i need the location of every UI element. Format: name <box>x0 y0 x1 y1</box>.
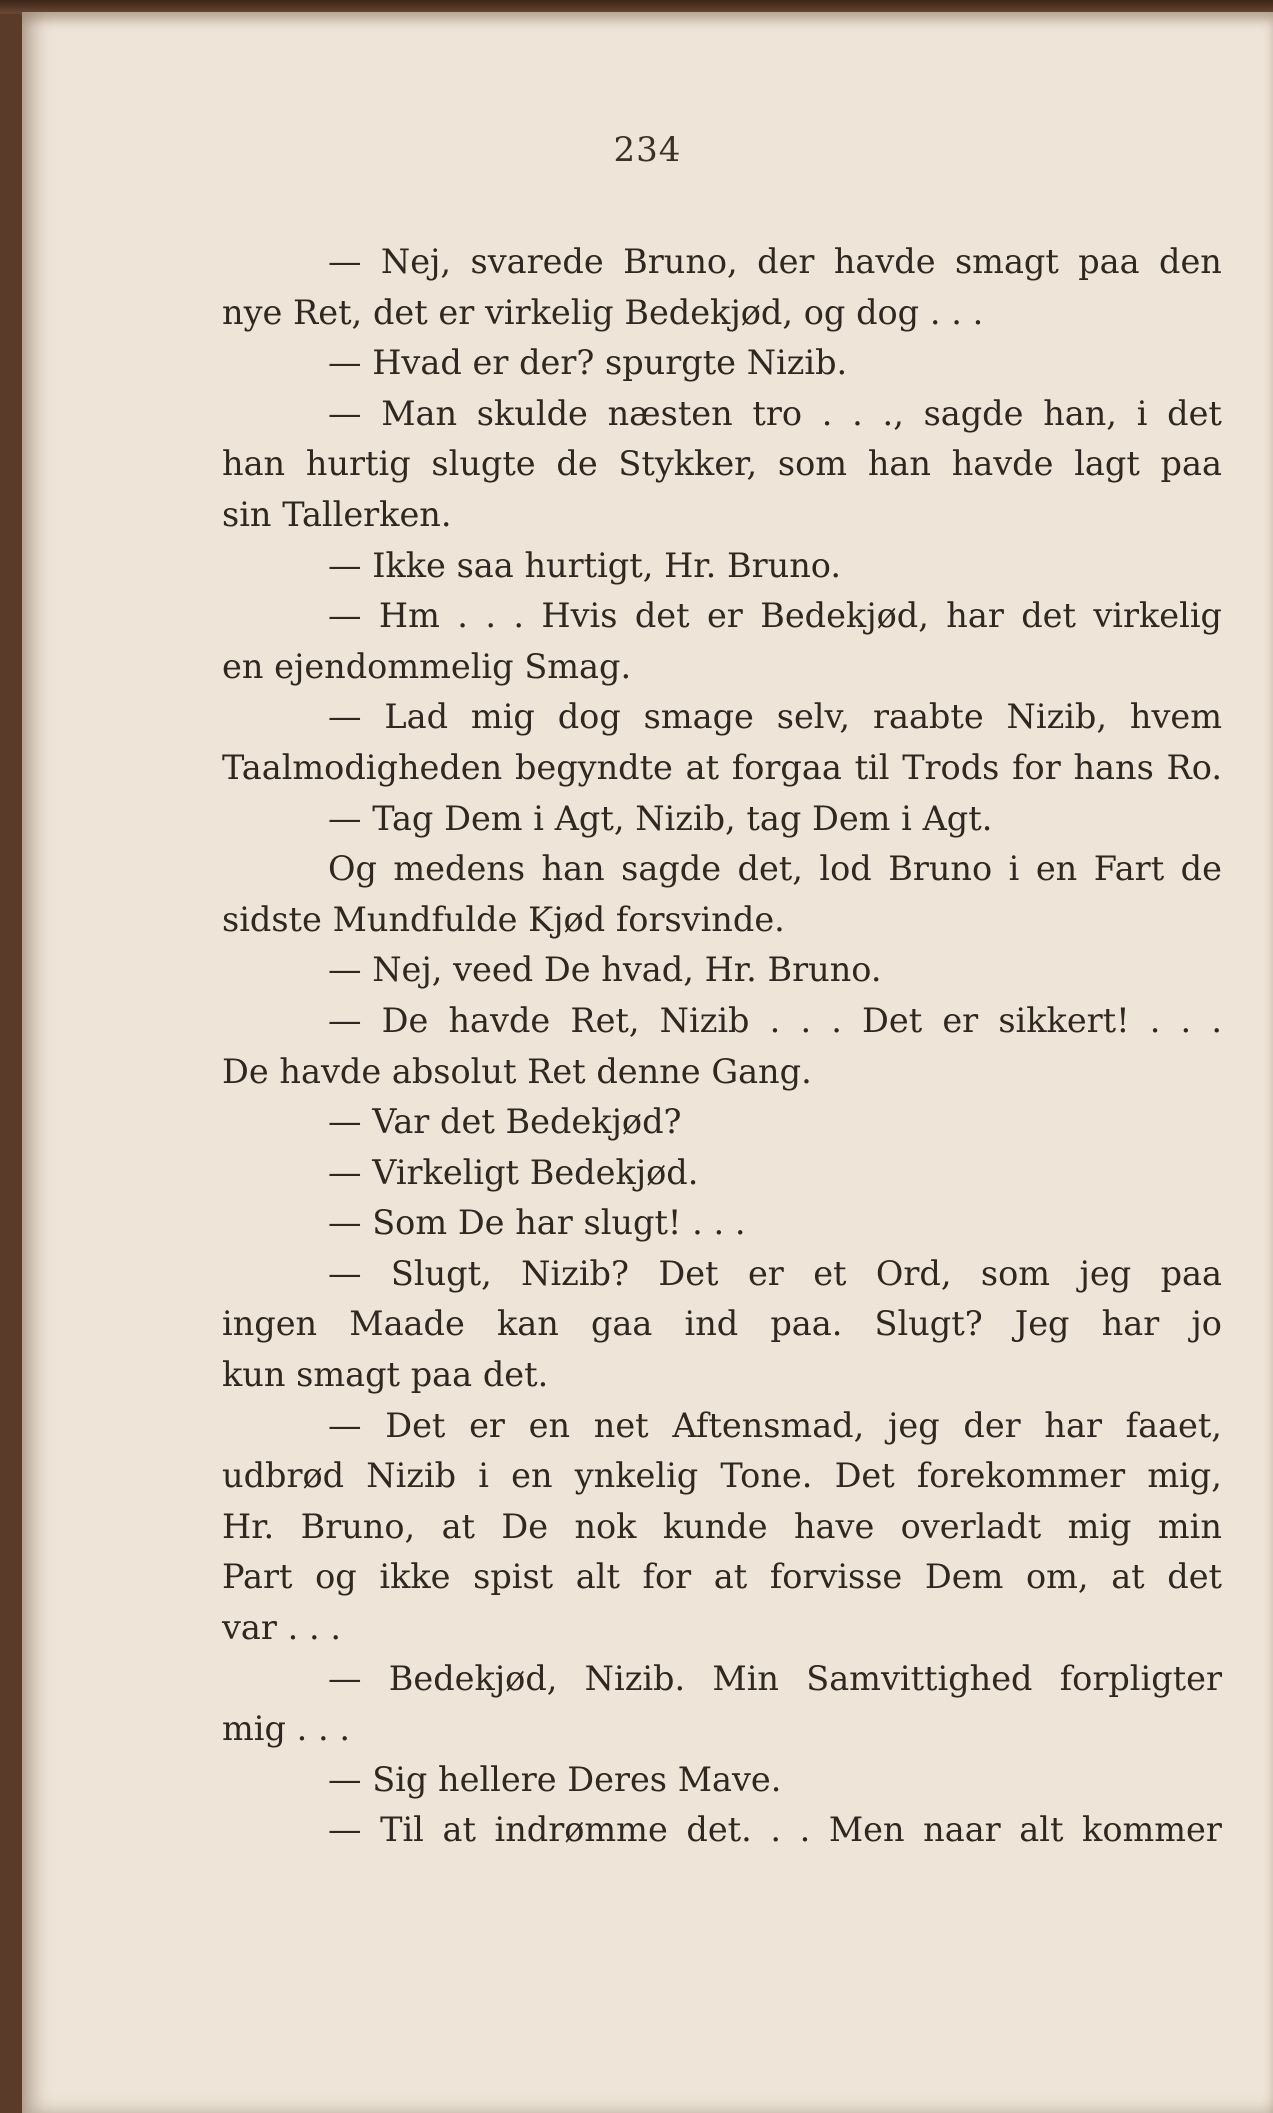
text-line: — De havde Ret, Nizib . . . Det er sikkert! . . . <box>328 1000 1222 1040</box>
text-line: Hr. Bruno, at De nok kunde have overladt mig min <box>222 1506 1222 1546</box>
text-line: han hurtig slugte de Stykker, som han havde lagt paa <box>222 444 1222 484</box>
text-line: — Var det Bedekjød? <box>328 1102 682 1142</box>
text-line: Part og ikke spist alt for at forvisse Dem om, at det <box>222 1557 1222 1597</box>
text-line: — Man skulde næsten tro . . ., sagde han, i det <box>328 393 1222 433</box>
text-line: sidste Mundfulde Kjød forsvinde. <box>222 899 785 939</box>
text-line: Og medens han sagde det, lod Bruno i en Fart de <box>328 849 1222 889</box>
text-line: ingen Maade kan gaa ind paa. Slugt? Jeg har jo <box>222 1304 1222 1344</box>
text-line: — Sig hellere Deres Mave. <box>328 1759 782 1799</box>
text-line: — Hm . . . Hvis det er Bedekjød, har det virkelig <box>328 596 1222 636</box>
text-line: — Til at indrømme det. . . Men naar alt kommer <box>328 1810 1222 1850</box>
text-line: sin Tallerken. <box>222 494 452 534</box>
book-page <box>22 12 1273 2113</box>
text-line: — Tag Dem i Agt, Nizib, tag Dem i Agt. <box>328 798 993 838</box>
text-line: De havde absolut Ret denne Gang. <box>222 1051 812 1091</box>
text-line: — Virkeligt Bedekjød. <box>328 1152 699 1192</box>
text-line: — Slugt, Nizib? Det er et Ord, som jeg paa <box>328 1253 1222 1293</box>
text-line: Taalmodigheden begyndte at forgaa til Trods for hans Ro. <box>222 747 1222 787</box>
text-line: — Lad mig dog smage selv, raabte Nizib, hvem <box>328 697 1222 737</box>
text-line: — Bedekjød, Nizib. Min Samvittighed forpligter <box>328 1658 1222 1698</box>
body-text <box>222 237 1222 1856</box>
text-line: mig . . . <box>222 1709 351 1749</box>
text-line: en ejendommelig Smag. <box>222 646 632 686</box>
text-line: — Nej, veed De hvad, Hr. Bruno. <box>328 950 882 990</box>
text-line: — Ikke saa hurtigt, Hr. Bruno. <box>328 545 842 585</box>
text-line: — Som De har slugt! . . . <box>328 1203 746 1243</box>
text-line: var . . . <box>222 1608 342 1648</box>
page-number: 234 <box>613 130 682 170</box>
text-line: kun smagt paa det. <box>222 1355 549 1395</box>
text-line: — Hvad er der? spurgte Nizib. <box>328 343 848 383</box>
text-line: nye Ret, det er virkelig Bedekjød, og dog . . . <box>222 292 984 332</box>
text-line: — Det er en net Aftensmad, jeg der har faaet, <box>328 1405 1222 1445</box>
text-line: — Nej, svarede Bruno, der havde smagt paa den <box>328 242 1222 281</box>
text-line: udbrød Nizib i en ynkelig Tone. Det forekommer mig, <box>222 1456 1222 1496</box>
